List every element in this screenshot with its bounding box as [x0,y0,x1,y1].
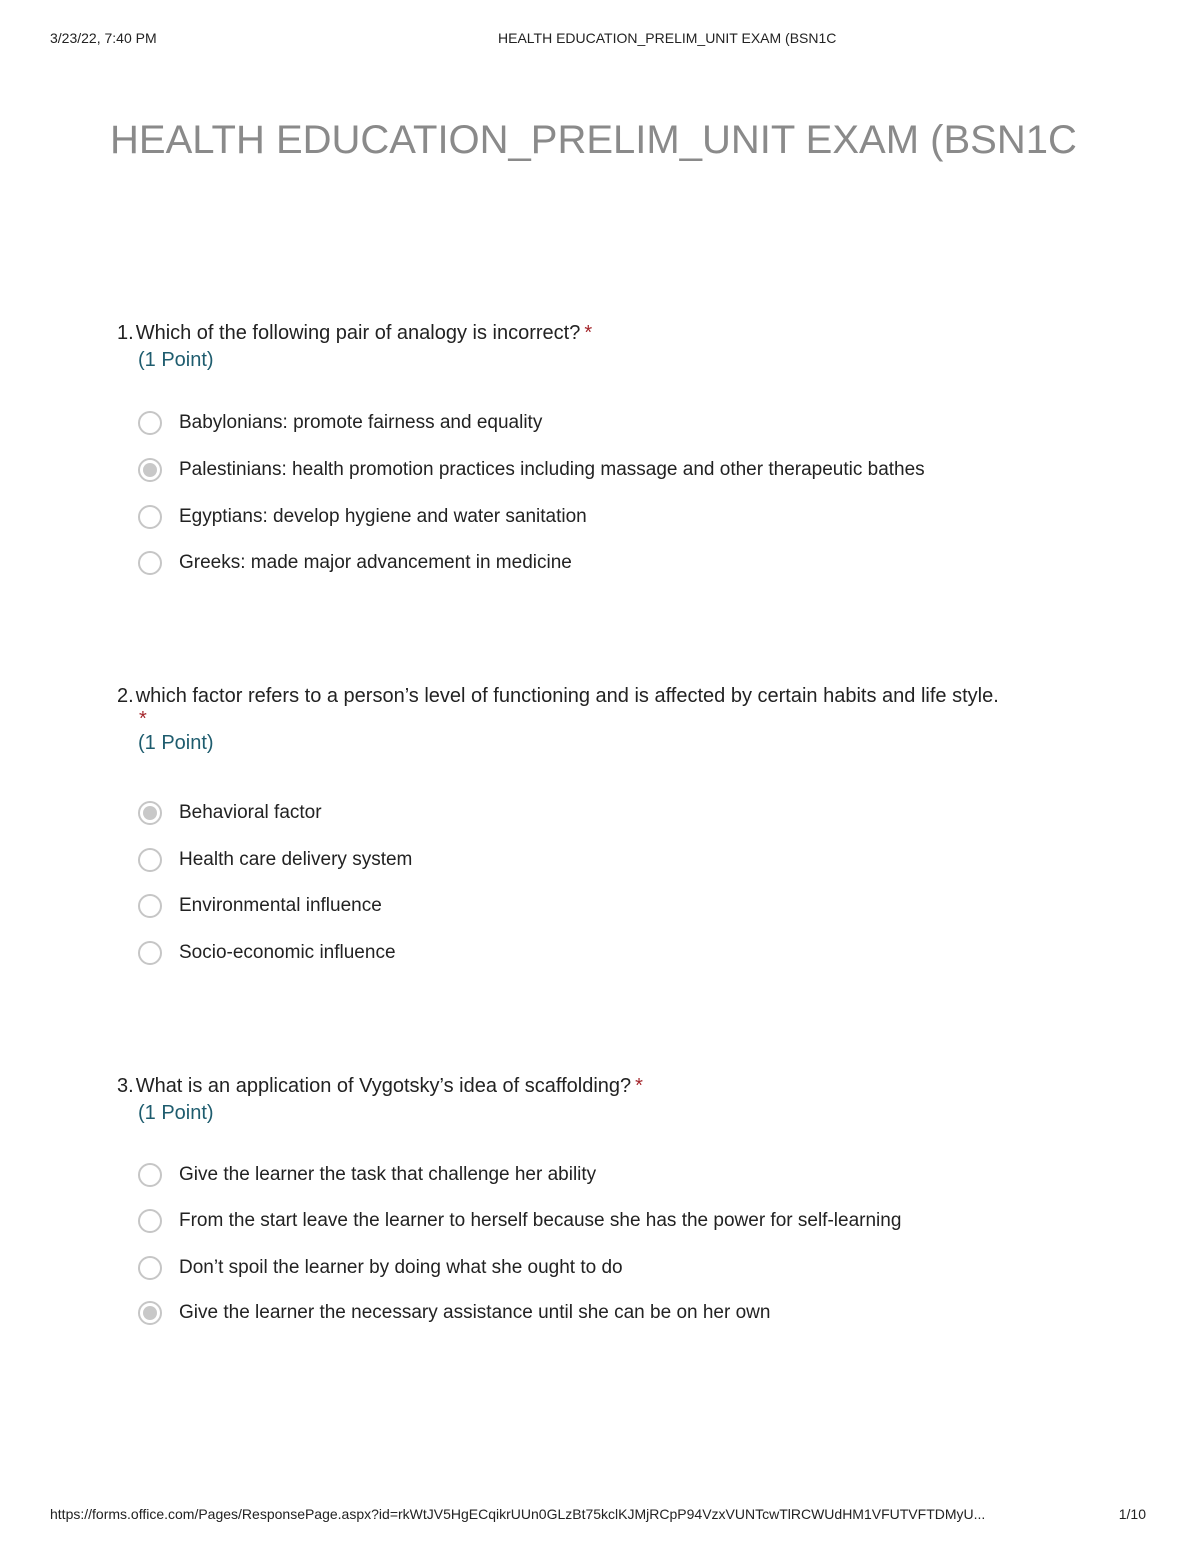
radio-button[interactable] [138,1163,162,1187]
question-prompt: Which of the following pair of analogy is incorrect? [135,322,581,344]
option-label[interactable]: Don’t spoil the learner by doing what she ought to do [179,1257,623,1278]
option-label[interactable]: Give the learner the task that challenge her ability [179,1164,597,1185]
radio-option[interactable] [138,1206,901,1236]
radio-option[interactable] [138,845,412,875]
radio-option[interactable] [138,548,572,578]
question-1 [117,320,1117,374]
question-text [117,1073,1117,1099]
radio-button[interactable] [138,848,162,872]
question-text [117,683,1117,709]
option-label[interactable]: Egyptians: develop hygiene and water sanitation [179,506,587,527]
print-page-number: 1/10 [1118,1506,1146,1522]
option-label[interactable]: Babylonians: promote fairness and equality [179,412,543,433]
radio-button[interactable] [138,941,162,965]
question-2 [117,683,1117,757]
radio-option-selected[interactable] [138,455,925,485]
radio-button-selected[interactable] [138,458,162,482]
option-label[interactable]: Give the learner the necessary assistance until she can be on her own [179,1302,771,1323]
radio-button[interactable] [138,1209,162,1233]
question-text [117,320,1117,346]
question-number: 1. [117,322,134,344]
required-asterisk: * [635,1075,643,1097]
required-asterisk: * [584,322,593,344]
radio-option[interactable] [138,891,382,921]
question-points: (1 Point) [138,732,214,754]
radio-option[interactable] [138,938,396,968]
option-label[interactable]: Health care delivery system [179,849,413,870]
radio-button-selected[interactable] [138,801,162,825]
option-label[interactable]: Palestinians: health promotion practices including massage and other therapeutic bathes [179,459,925,480]
option-label[interactable]: Socio-economic influence [179,942,396,963]
radio-button-selected[interactable] [138,1301,162,1325]
print-header [50,30,1150,50]
question-number: 3. [117,1075,134,1097]
radio-button[interactable] [138,1256,162,1280]
radio-button[interactable] [138,505,162,529]
radio-button[interactable] [138,551,162,575]
radio-option[interactable] [138,502,587,532]
radio-option-selected[interactable] [138,798,322,828]
required-asterisk: * [139,708,147,730]
print-datetime: 3/23/22, 7:40 PM [50,30,157,46]
radio-option[interactable] [138,1160,596,1190]
question-number: 2. [117,685,134,707]
form-title: HEALTH EDUCATION_PRELIM_UNIT EXAM (BSN1C [110,118,1077,162]
question-3 [117,1073,1117,1127]
radio-option[interactable] [138,1253,623,1283]
question-prompt: which factor refers to a person’s level of functioning and is affected by certain habits and life style. [135,685,999,707]
option-label[interactable]: Greeks: made major advancement in medicine [179,552,572,573]
radio-option[interactable] [138,408,542,438]
option-label[interactable]: Environmental influence [179,895,382,916]
question-prompt: What is an application of Vygotsky’s idea of scaffolding? [135,1075,632,1097]
option-label[interactable]: Behavioral factor [179,802,322,823]
option-label[interactable]: From the start leave the learner to herself because she has the power for self-learning [179,1210,902,1231]
radio-button[interactable] [138,894,162,918]
question-points: (1 Point) [138,1102,214,1124]
question-points: (1 Point) [138,349,214,371]
print-url: https://forms.office.com/Pages/ResponsePage.aspx?id=rkWtJV5HgECqikrUUn0GLzBt75kclKJMjRCpP94VzxVUNTcwTlRCWUdHM1VFUTVFTDMyU... [50,1506,986,1522]
radio-button[interactable] [138,411,162,435]
radio-option-selected[interactable] [138,1298,770,1328]
print-doc-title: HEALTH EDUCATION_PRELIM_UNIT EXAM (BSN1C [498,30,837,46]
